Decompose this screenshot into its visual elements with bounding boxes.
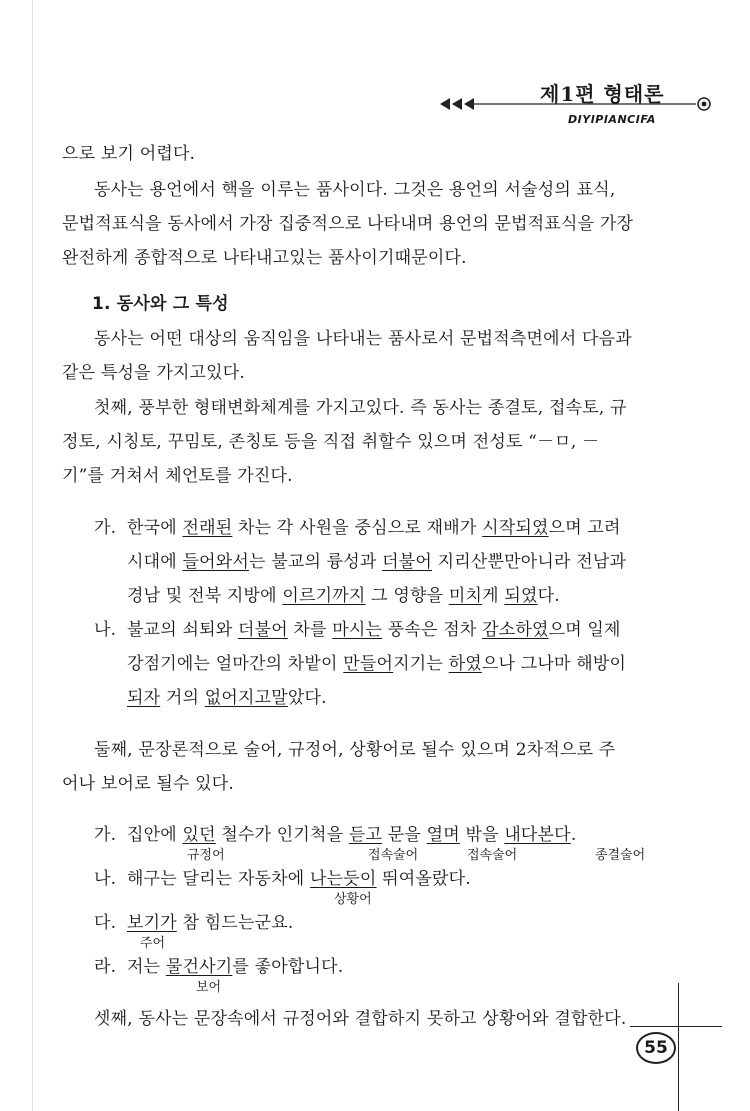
example-line: 집안에 있던 철수가 인기척을 듣고 문을 열며 밖을 내다본다. — [127, 825, 577, 845]
arrow-icon — [452, 98, 462, 110]
body-line: 기”를 거쳐서 체언토를 가진다. — [62, 466, 293, 486]
arrow-icon — [440, 98, 450, 110]
annotation-label: 접속술어 — [467, 848, 518, 863]
body-line: 동사는 어떤 대상의 움직임을 나타내는 품사로서 문법적측면에서 다음과 — [94, 329, 632, 349]
annotation-label: 주어 — [140, 936, 166, 951]
example-line: 저는 물건사기를 좋아합니다. — [127, 957, 344, 977]
body-line: 첫째, 풍부한 형태변화체계를 가지고있다. 즉 동사는 종결토, 접속토, 규 — [94, 398, 627, 418]
left-margin-line — [32, 0, 33, 1111]
body-line: 정토, 시칭토, 꾸밈토, 존칭토 등을 직접 취할수 있으며 전성토 “－ㅁ, － — [62, 432, 600, 452]
body-line: 같은 특성을 가지고있다. — [62, 363, 246, 383]
body-line: 으로 보기 어렵다. — [62, 144, 196, 164]
section-heading: 1. 동사와 그 특성 — [92, 294, 229, 314]
arrow-icon — [464, 98, 474, 110]
annotation-label: 종결술어 — [595, 848, 646, 863]
annotation-label: 접속술어 — [368, 848, 419, 863]
body-line: 동사는 용언에서 핵을 이루는 품사이다. 그것은 용언의 서술성의 표식, — [94, 180, 616, 200]
body-line: 문법적표식을 동사에서 가장 집중적으로 나타내며 용언의 문법적표식을 가장 — [62, 214, 634, 234]
page-header-subtitle: DIYIPIANCIFA — [568, 113, 656, 126]
body-line: 셋째, 동사는 문장속에서 규정어와 결합하지 못하고 상황어와 결합한다. — [94, 1009, 627, 1029]
example-line: 보기가 참 힘드는군요. — [127, 913, 294, 933]
annotation-label: 상황어 — [334, 892, 372, 907]
footer-rule-vertical — [678, 983, 679, 1111]
body-line: 둘째, 문장론적으로 술어, 규정어, 상황어로 될수 있으며 2차적으로 주 — [94, 740, 616, 760]
example-label: 가. — [94, 518, 117, 538]
example-line: 강점기에는 얼마간의 차밭이 만들어지기는 하였으나 그나마 해방이 — [127, 654, 627, 674]
body-line: 완전하게 종합적으로 나타내고있는 품사이기때문이다. — [62, 248, 467, 268]
example-line: 되자 거의 없어지고말았다. — [127, 688, 327, 708]
example-line: 불교의 쇠퇴와 더불어 차를 마시는 풍속은 점차 감소하였으며 일제 — [127, 620, 621, 640]
page-number: 55 — [644, 1038, 668, 1058]
example-line: 시대에 들어와서는 불교의 륭성과 더불어 지리산뿐만아니라 전남과 — [127, 552, 627, 572]
annotation-label: 보어 — [196, 980, 222, 995]
example-label: 나. — [94, 869, 117, 889]
annotation-label: 규정어 — [187, 848, 225, 863]
example-label: 나. — [94, 620, 117, 640]
example-label: 가. — [94, 825, 117, 845]
example-line: 경남 및 전북 지방에 이르기까지 그 영향을 미치게 되였다. — [127, 586, 560, 606]
body-line: 어나 보어로 될수 있다. — [62, 774, 235, 794]
example-line: 한국에 전래된 차는 각 사원을 중심으로 재배가 시작되였으며 고려 — [127, 518, 621, 538]
example-line: 해구는 달리는 자동차에 나는듯이 뛰여올랐다. — [127, 869, 471, 889]
page-number-badge — [636, 1032, 676, 1064]
example-label: 라. — [94, 957, 117, 977]
footer-rule-horizontal — [630, 1026, 722, 1027]
example-label: 다. — [94, 913, 117, 933]
page-header-title: 제1편 형태론 — [540, 82, 665, 106]
